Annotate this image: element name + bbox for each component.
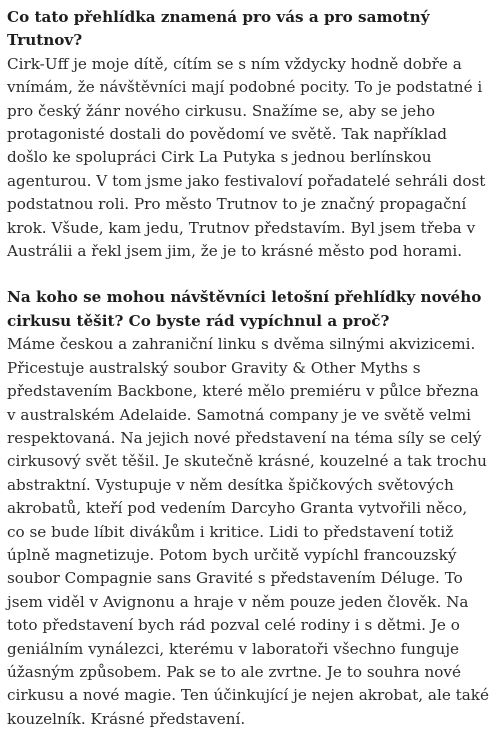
- interview-answer-1: Cirk-Uff je moje dítě, cítím se s ním vždycky hodně dobře a vnímám, že návštěvníci mají podobné pocity. To je podstatné i pro český žánr nového cirkusu. Snažíme se, aby se jeho protagonisté dostali do povědomí ve světě. Tak například došlo ke spolupráci Cirk La Putyka s jednou berlínskou agenturou. V tom jsme jako festivaloví pořadatelé sehráli dost podstatnou roli. Pro město Trutnov to je značný propagační krok. Všude, kam jedu, Trutnov představím. Byl jsem třeba v Austrálii a řekl jsem jim, že je to krásné město pod horami.: [7, 54, 486, 261]
- interview-section-2: [7, 286, 489, 731]
- interview-section-1: [7, 6, 489, 263]
- interview-answer-2: Máme českou a zahraniční linku s dvěma silnými akvizicemi. Přicestuje australský soubor Gravity & Other Myths s představením Backbone, které mělo premiéru v půlce března v australském Adelaide. Samotná company je ve světě velmi respektovaná. Na jejich nové představení na téma síly se celý cirkusový svět těšil. Je skutečně krásné, kouzelné a tak trochu abstraktní. Vystupuje v něm desítka špičkových světových akrobatů, kteří pod vedením Darcyho Granta vytvořili něco, co se bude líbit divákům i kritice. Lidi to představení totiž úplně magnetizuje. Potom bych určitě vypíchl francouzský soubor Compagnie sans Gravité s představením Déluge. To jsem viděl v Avignonu a hraje v něm pouze jeden člověk. Na toto představení bych rád pozval celé rodiny i s dětmi. Je o geniálním vynálezci, kterému v laboratoři všechno funguje úžasným způsobem. Pak se to ale zvrtne. Je to souhra nové cirkusu a nové magie. Ten účinkující je nejen akrobat, ale také kouzelník. Krásné představení.: [7, 335, 489, 728]
- interview-question-2: Na koho se mohou návštěvníci letošní přehlídky nového cirkusu těšit? Co byste rád vypíchnul a proč?: [7, 288, 482, 330]
- article-body: [7, 6, 489, 731]
- interview-question-1: Co tato přehlídka znamená pro vás a pro samotný Trutnov?: [7, 8, 430, 50]
